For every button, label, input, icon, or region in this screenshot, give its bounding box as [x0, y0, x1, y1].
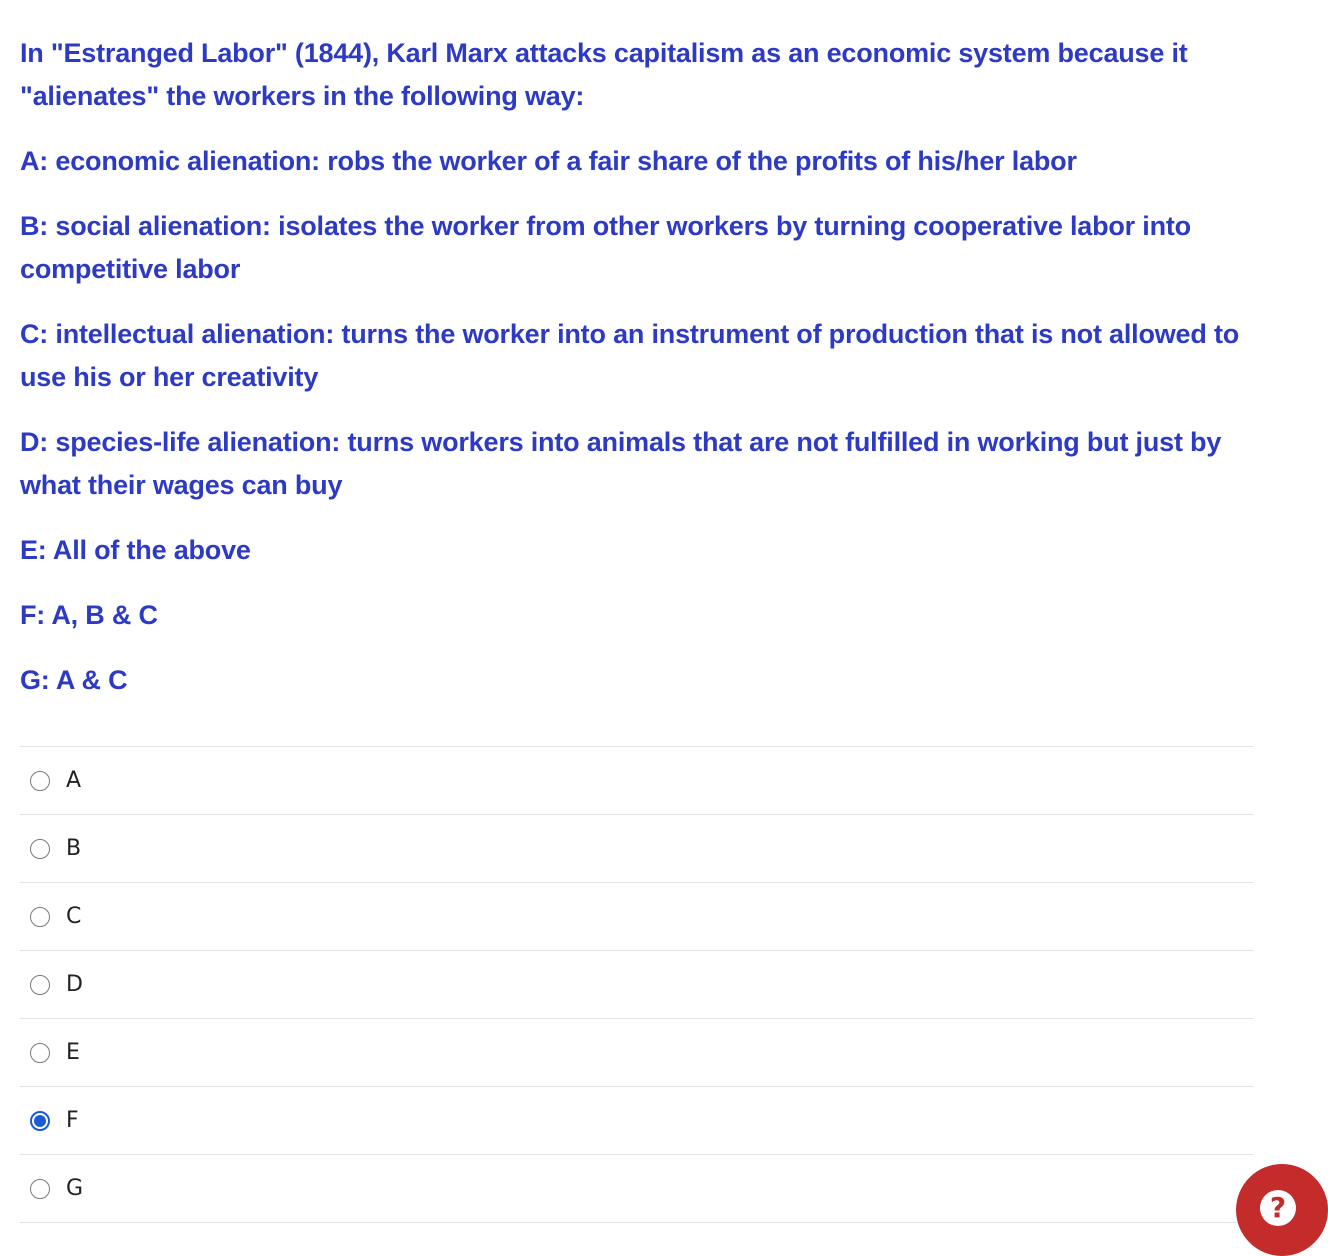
radio-button[interactable] — [30, 771, 50, 791]
answer-label: D — [66, 972, 83, 997]
choice-description-b: B: social alienation: isolates the worker from other workers by turning cooperative labor into competitive labor — [20, 211, 1191, 284]
radio-button[interactable] — [30, 1043, 50, 1063]
answer-label: F — [66, 1108, 79, 1133]
choice-description-g: G: A & C — [20, 665, 128, 695]
help-button[interactable] — [1236, 1164, 1328, 1256]
radio-button[interactable] — [30, 1111, 50, 1131]
answer-option-e[interactable] — [20, 1019, 1253, 1087]
choice-description-a: A: economic alienation: robs the worker of a fair share of the profits of his/her labor — [20, 146, 1077, 176]
choice-description-c: C: intellectual alienation: turns the worker into an instrument of production that is not allowed to use his or her creativity — [20, 319, 1240, 392]
question-prompt: In "Estranged Labor" (1844), Karl Marx attacks capitalism as an economic system because it "alienates" the workers in the following way: — [20, 38, 1188, 111]
answer-option-g[interactable] — [20, 1155, 1253, 1223]
answer-label: C — [66, 904, 82, 929]
answer-list — [20, 746, 1253, 1223]
choice-description-f: F: A, B & C — [20, 600, 158, 630]
answer-label: A — [66, 768, 82, 793]
answer-label: B — [66, 836, 82, 861]
choice-description-d: D: species-life alienation: turns workers into animals that are not fulfilled in working but just by what their wages can buy — [20, 427, 1222, 500]
radio-button[interactable] — [30, 839, 50, 859]
answer-option-b[interactable] — [20, 815, 1253, 883]
answer-label: E — [66, 1040, 80, 1065]
radio-button[interactable] — [30, 907, 50, 927]
answer-label: G — [66, 1176, 84, 1201]
answer-option-a[interactable] — [20, 747, 1253, 815]
radio-button[interactable] — [30, 975, 50, 995]
answer-option-c[interactable] — [20, 883, 1253, 951]
radio-button[interactable] — [30, 1179, 50, 1199]
answer-option-d[interactable] — [20, 951, 1253, 1019]
question-text — [20, 32, 1260, 724]
help-question-icon: ? — [1260, 1190, 1296, 1226]
choice-description-e: E: All of the above — [20, 535, 251, 565]
answer-option-f[interactable] — [20, 1087, 1253, 1155]
